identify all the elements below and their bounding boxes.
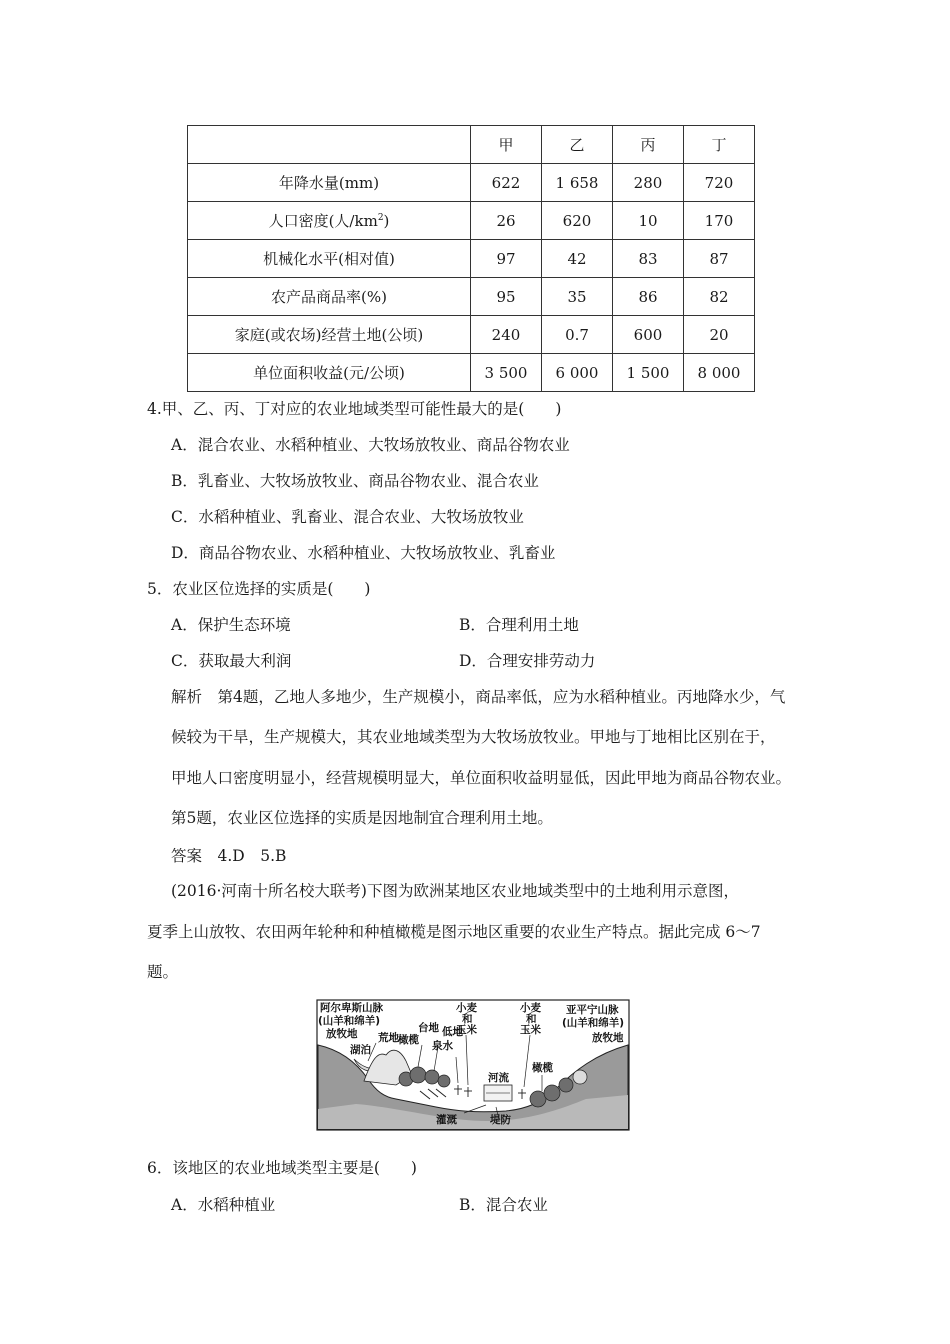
- question-4-option-b[interactable]: B．乳畜业、大牧场放牧业、商品谷物农业、混合农业: [171, 472, 539, 490]
- row-label-superscript: 2: [377, 213, 384, 223]
- row-label: 家庭(或农场)经营土地(公顷): [188, 316, 471, 354]
- question-4-stem: 4.甲、乙、丙、丁对应的农业地域类型可能性最大的是( ): [147, 400, 562, 418]
- label-lake: 湖泊: [350, 1044, 371, 1056]
- label-olive-right: 橄榄: [532, 1062, 553, 1074]
- table-cell: 1 658: [542, 164, 613, 202]
- label-lowland: 低地: [442, 1026, 463, 1038]
- table-row: [188, 316, 755, 354]
- question-5-stem: 5．农业区位选择的实质是( ): [147, 580, 371, 598]
- table-cell: 97: [471, 240, 542, 278]
- table-cell: 280: [613, 164, 684, 202]
- label-wheat-right-2: 和: [526, 1013, 537, 1025]
- table-header-cell: 甲: [471, 126, 542, 164]
- label-pasture-left: 放牧地: [326, 1028, 358, 1040]
- analysis-line: 第5题，农业区位选择的实质是因地制宜合理利用土地。: [171, 809, 553, 827]
- label-wheat-left-3: 玉米: [456, 1024, 477, 1036]
- row-label: 年降水量(mm): [188, 164, 471, 202]
- table-row: [188, 240, 755, 278]
- table-cell: 82: [684, 278, 755, 316]
- analysis-line: 候较为干旱，生产规模大，其农业地域类型为大牧场放牧业。甲地与丁地相比区别在于，: [171, 728, 776, 746]
- question-6-option-a[interactable]: A．水稻种植业: [171, 1196, 276, 1214]
- label-irrigation: 灌溉: [436, 1114, 457, 1126]
- land-use-diagram-svg: [316, 999, 630, 1131]
- table-header-cell: 乙: [542, 126, 613, 164]
- label-wheat-right-1: 小麦: [520, 1002, 541, 1014]
- question-5-option-b[interactable]: B．合理利用土地: [459, 616, 579, 634]
- table-cell: 86: [613, 278, 684, 316]
- label-terrace: 台地: [418, 1022, 439, 1034]
- label-levee: 堤防: [490, 1114, 511, 1126]
- table-row: [188, 278, 755, 316]
- label-apennines: 亚平宁山脉: [566, 1004, 619, 1016]
- label-alps-sub: (山羊和绵羊): [318, 1015, 381, 1027]
- table-cell: 26: [471, 202, 542, 240]
- row-label-main: 人口密度(人/km: [268, 212, 378, 230]
- label-olive-left: 橄榄: [398, 1034, 419, 1046]
- question-5-option-a[interactable]: A．保护生态环境: [171, 616, 291, 634]
- row-label: [188, 202, 471, 240]
- table-header-cell: 丙: [613, 126, 684, 164]
- table-cell: 87: [684, 240, 755, 278]
- label-wheat-left-2: 和: [462, 1013, 473, 1025]
- label-apennines-sub: (山羊和绵羊): [562, 1017, 625, 1029]
- table-cell: 0.7: [542, 316, 613, 354]
- table-cell: 10: [613, 202, 684, 240]
- table-header-row: [188, 126, 755, 164]
- table-cell: 720: [684, 164, 755, 202]
- question-4-option-d[interactable]: D．商品谷物农业、水稻种植业、大牧场放牧业、乳畜业: [171, 544, 556, 562]
- label-wasteland: 荒地: [378, 1032, 399, 1044]
- row-label: 机械化水平(相对值): [188, 240, 471, 278]
- label-pasture-right: 放牧地: [592, 1032, 624, 1044]
- table-cell: 620: [542, 202, 613, 240]
- question-5-option-d[interactable]: D．合理安排劳动力: [459, 652, 596, 670]
- question-6-stem: 6．该地区的农业地域类型主要是( ): [147, 1159, 417, 1177]
- label-wheat-left-1: 小麦: [456, 1002, 477, 1014]
- table-cell: 95: [471, 278, 542, 316]
- row-label: 农产品商品率(%): [188, 278, 471, 316]
- table-cell: 35: [542, 278, 613, 316]
- analysis-line: 解析 第4题，乙地人多地少，生产规模小，商品率低，应为水稻种植业。丙地降水少，气: [171, 688, 786, 706]
- row-label: 单位面积收益(元/公顷): [188, 354, 471, 392]
- table-cell: 42: [542, 240, 613, 278]
- table-cell: 6 000: [542, 354, 613, 392]
- agriculture-data-table: [187, 125, 755, 392]
- answer-line: 答案 4.D 5.B: [171, 847, 287, 865]
- land-use-diagram: [316, 999, 630, 1131]
- table-row: [188, 202, 755, 240]
- table-cell: 83: [613, 240, 684, 278]
- table-cell: 20: [684, 316, 755, 354]
- table-cell: 600: [613, 316, 684, 354]
- label-spring: 泉水: [432, 1040, 453, 1052]
- table-cell: 622: [471, 164, 542, 202]
- question-4-option-a[interactable]: A．混合农业、水稻种植业、大牧场放牧业、商品谷物农业: [171, 436, 570, 454]
- table-header-cell: 丁: [684, 126, 755, 164]
- question-5-option-c[interactable]: C．获取最大利润: [171, 652, 292, 670]
- table-header-cell: [188, 126, 471, 164]
- table-cell: 170: [684, 202, 755, 240]
- label-alps: 阿尔卑斯山脉: [320, 1002, 383, 1014]
- question-6-option-b[interactable]: B．混合农业: [459, 1196, 548, 1214]
- label-river: 河流: [488, 1072, 509, 1084]
- table-row: [188, 164, 755, 202]
- intro-line: 夏季上山放牧、农田两年轮种和种植橄榄是图示地区重要的农业生产特点。据此完成 6～7: [147, 923, 761, 941]
- table-cell: 1 500: [613, 354, 684, 392]
- row-label-tail: ): [383, 212, 390, 230]
- question-4-option-c[interactable]: C．水稻种植业、乳畜业、混合农业、大牧场放牧业: [171, 508, 524, 526]
- table-cell: 8 000: [684, 354, 755, 392]
- table-cell: 3 500: [471, 354, 542, 392]
- table-cell: 240: [471, 316, 542, 354]
- table-row: [188, 354, 755, 392]
- analysis-line: 甲地人口密度明显小，经营规模明显大，单位面积收益明显低，因此甲地为商品谷物农业。: [171, 769, 792, 787]
- label-wheat-right-3: 玉米: [520, 1024, 541, 1036]
- intro-line: (2016·河南十所名校大联考)下图为欧洲某地区农业地域类型中的土地利用示意图，: [171, 882, 739, 900]
- intro-line: 题。: [147, 963, 179, 981]
